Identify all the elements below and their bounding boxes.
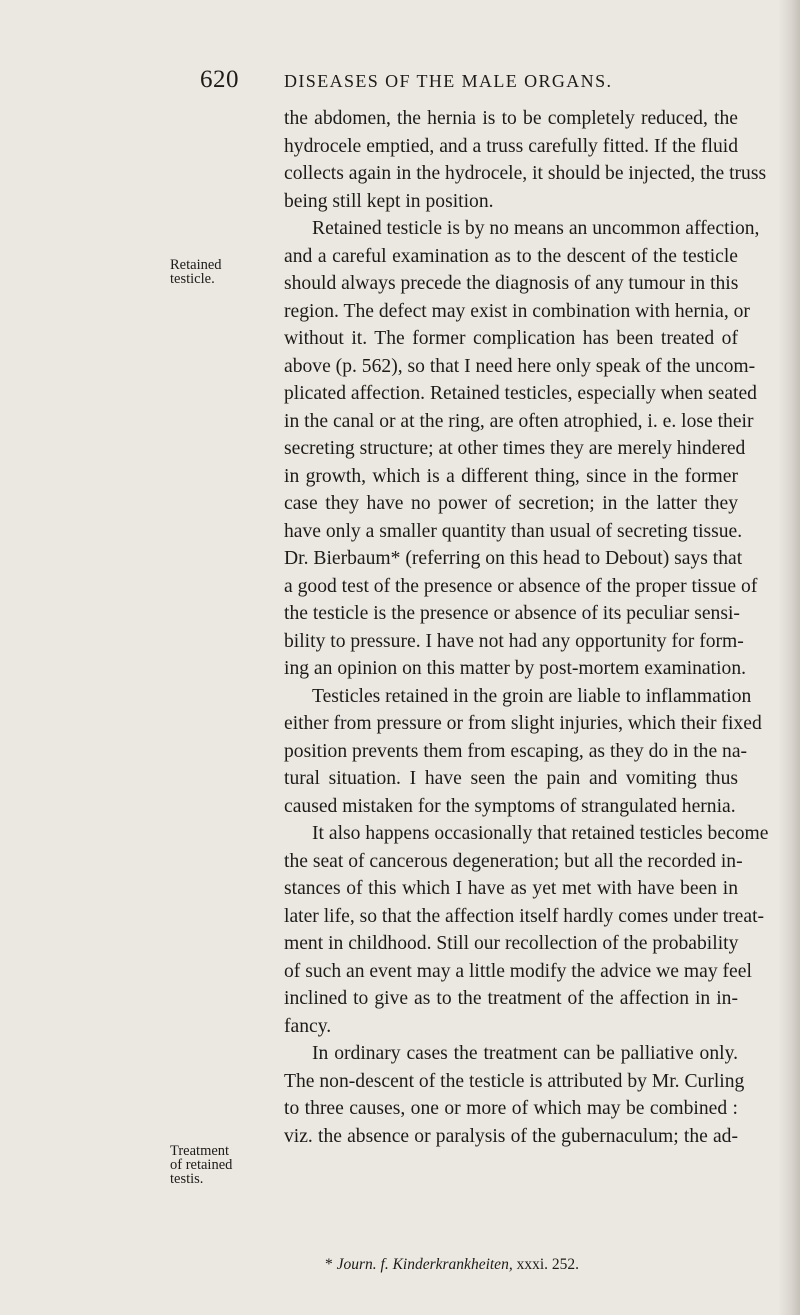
text-line: collects again in the hydrocele, it should be injected, the truss <box>284 163 767 184</box>
sidenote-treatment <box>170 1144 280 1186</box>
page-number: 620 <box>200 66 239 93</box>
text-line: The non-descent of the testicle is attributed by Mr. Curling <box>284 1070 745 1092</box>
text-line: and a careful examination as to the descent of the testicle <box>284 245 738 267</box>
text-line: viz. the absence or paralysis of the gubernaculum; the ad- <box>284 1125 738 1147</box>
footnote-marker: * <box>325 1256 337 1273</box>
running-head: DISEASES OF THE MALE ORGANS. <box>284 71 613 91</box>
sidenote-line: Treatment <box>170 1143 230 1159</box>
text-line: being still kept in position. <box>284 190 494 212</box>
footnote <box>325 1256 579 1274</box>
text-line: in growth, which is a different thing, since in the former <box>284 465 738 487</box>
text-line: without it. The former complication has been treated of <box>284 328 738 349</box>
text-line: region. The defect may exist in combination with hernia, or <box>284 300 750 322</box>
text-line: the abdomen, the hernia is to be completely reduced, the <box>284 108 738 129</box>
text-line: case they have no power of secretion; in the latter they <box>284 493 738 514</box>
page-edge-shadow <box>778 0 800 1315</box>
text-line: caused mistaken for the symptoms of strangulated hernia. <box>284 795 736 817</box>
text-line: Dr. Bierbaum* (referring on this head to Debout) says that <box>284 548 743 569</box>
text-line: tural situation. I have seen the pain and vomiting thus <box>284 768 738 789</box>
body-text <box>284 105 769 1150</box>
text-line: later life, so that the affection itself hardly comes under treat- <box>284 905 765 927</box>
text-line: should always precede the diagnosis of any tumour in this <box>284 273 739 294</box>
footnote-reference: xxxi. 252. <box>512 1256 580 1273</box>
text-line: ing an opinion on this matter by post-mortem examination. <box>284 658 747 679</box>
text-line: either from pressure or from slight injuries, which their fixed <box>284 713 762 734</box>
text-line: fancy. <box>284 1015 332 1037</box>
sidenote-line: Retained <box>170 257 222 273</box>
text-line: of such an event may a little modify the advice we may feel <box>284 960 752 982</box>
text-line: ment in childhood. Still our recollection of the probability <box>284 933 739 954</box>
text-line: the seat of cancerous degeneration; but all the recorded in- <box>284 850 743 872</box>
text-line: the testicle is the presence or absence of its peculiar sensi- <box>284 603 740 624</box>
page-header <box>0 66 800 96</box>
text-line: above (p. 562), so that I need here only speak of the uncom- <box>284 355 756 377</box>
text-line: inclined to give as to the treatment of the affection in in- <box>284 988 738 1009</box>
text-line: to three causes, one or more of which may be combined : <box>284 1098 738 1119</box>
text-line: hydrocele emptied, and a truss carefully fitted. If the fluid <box>284 135 738 157</box>
text-line: position prevents them from escaping, as they do in the na- <box>284 740 748 762</box>
text-line: secreting structure; at other times they are merely hindered <box>284 438 746 459</box>
sidenote-line: testicle. <box>170 271 215 287</box>
text-line: a good test of the presence or absence of the proper tissue of <box>284 575 758 597</box>
text-line: have only a smaller quantity than usual of secreting tissue. <box>284 520 743 542</box>
text-line: bility to pressure. I have not had any opportunity for form- <box>284 630 744 652</box>
sidenote-retained-testicle <box>170 258 280 286</box>
text-line: stances of this which I have as yet met with have been in <box>284 878 738 899</box>
sidenote-line: testis. <box>170 1171 204 1187</box>
text-line: in the canal or at the ring, are often atrophied, i. e. lose their <box>284 410 754 432</box>
footnote-journal: Journ. f. Kinderkrankheiten, <box>336 1256 513 1273</box>
text-line: In ordinary cases the treatment can be palliative only. <box>312 1043 738 1064</box>
text-line: Testicles retained in the groin are liable to inflammation <box>312 685 752 707</box>
text-line: It also happens occasionally that retained testicles become <box>312 823 769 844</box>
text-line: plicated affection. Retained testicles, especially when seated <box>284 383 757 404</box>
sidenote-line: of retained <box>170 1157 233 1173</box>
text-line: Retained testicle is by no means an uncommon affection, <box>312 218 760 239</box>
